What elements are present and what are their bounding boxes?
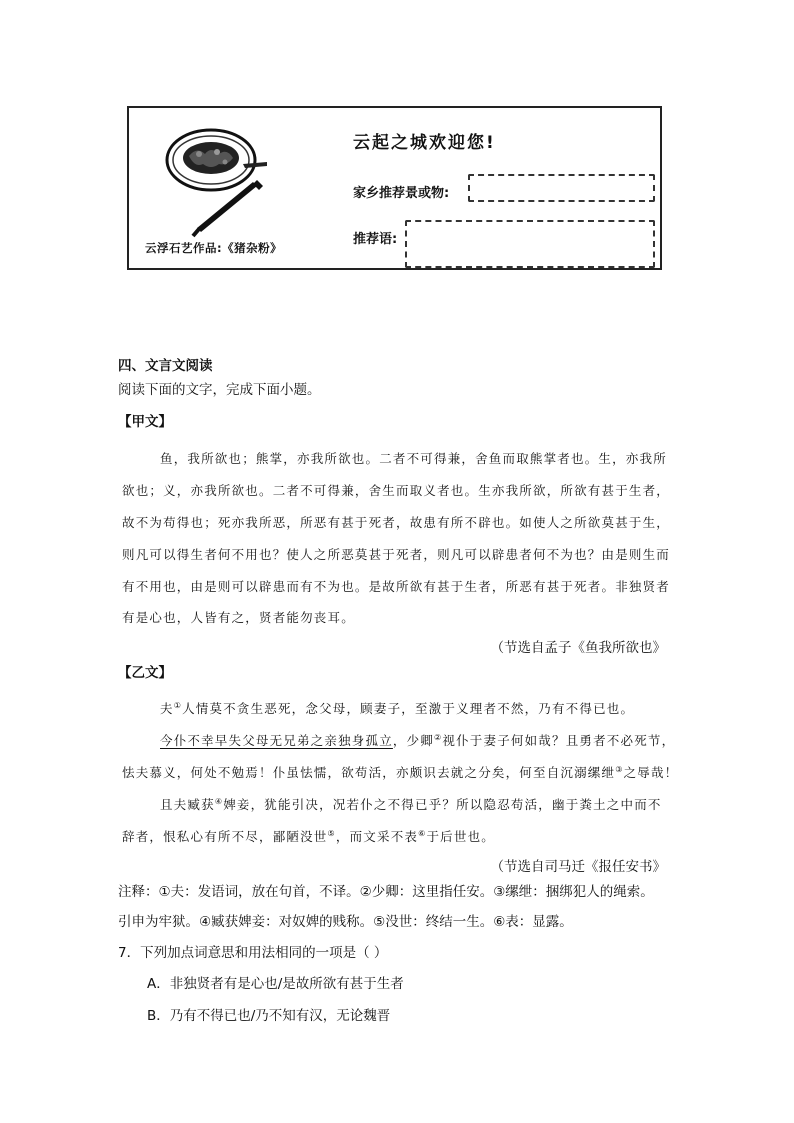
yi-text: 怯夫慕义，何处不勉焉！仆虽怯懦，欲苟活，亦颇识去就之分矣，何至自沉溺缧绁 xyxy=(122,765,616,780)
recommend-input-box[interactable] xyxy=(405,220,655,268)
jia-line: 欲也；义，亦我所欲也。二者不可得兼，舍生而取义者也。生亦我所欲，所欲有甚于生者， xyxy=(122,483,671,498)
yi-text: ，少卿 xyxy=(392,733,435,748)
yi-line xyxy=(160,699,634,717)
notes-line: 引申为牢狱。④臧获婢妾：对奴婢的贱称。⑤没世：终结一生。⑥表：显露。 xyxy=(118,914,573,930)
jia-line: 有不用也，由是则可以辟患而有不为也。是故所欲有甚于生者，所恶有甚于死者。非独贤者 xyxy=(122,579,671,594)
jia-label: 【甲文】 xyxy=(118,414,172,430)
yi-line xyxy=(160,731,675,749)
jia-line: 故不为苟得也；死亦我所恶，所恶有甚于死者，故患有所不辟也。如使人之所欲莫甚于生， xyxy=(122,515,671,530)
yi-line xyxy=(122,827,495,845)
jia-line: 则凡可以得生者何不用也？使人之所恶莫甚于死者，则凡可以辟患者何不为也？由是则生而 xyxy=(122,547,671,562)
yi-text: 人情莫不贪生恶死，念父母，顾妻子，至激于义理者不然，乃有不得已也。 xyxy=(182,701,635,716)
yi-text: 夫 xyxy=(160,701,174,716)
yi-text: 视仆于妻子何如哉？且勇者不必死节， xyxy=(442,733,676,748)
yi-text: 且夫臧获 xyxy=(160,797,215,812)
underlined-sentence: 今仆不幸早失父母无兄弟之亲独身孤立 xyxy=(160,733,393,748)
note-mark: ③ xyxy=(615,765,624,774)
yi-text: 之辱哉！ xyxy=(623,765,679,780)
recommend-label: 推荐语: xyxy=(353,232,398,247)
plate-icon xyxy=(159,120,279,240)
note-mark: ① xyxy=(173,701,183,710)
yi-text: 婢妾，犹能引决，况若仆之不得已乎？所以隐忍苟活，幽于粪土之中而不 xyxy=(223,797,662,812)
yi-text: 于后世也。 xyxy=(426,829,495,844)
yi-text: 辞者，恨私心有所不尽，鄙陋没世 xyxy=(122,829,328,844)
card-caption: 云浮石艺作品:《猪杂粉》 xyxy=(145,241,283,255)
hometown-label: 家乡推荐景或物: xyxy=(353,186,450,201)
jia-source: （节选自孟子《鱼我所欲也》 xyxy=(490,640,666,656)
note-mark: ② xyxy=(434,733,443,742)
option-b[interactable]: B．乃有不得已也/乃不知有汉，无论魏晋 xyxy=(147,1008,391,1024)
instruction-text: 阅读下面的文字，完成下面小题。 xyxy=(118,382,321,398)
hometown-card xyxy=(127,106,662,270)
note-mark: ⑥ xyxy=(418,829,427,838)
yi-line xyxy=(160,795,662,813)
section-heading: 四、文言文阅读 xyxy=(118,358,213,374)
option-a[interactable]: A．非独贤者有是心也/是故所欲有甚于生者 xyxy=(147,976,404,992)
notes-line: 注释：①夫：发语词，放在句首，不译。②少卿：这里指任安。③缧绁：捆绑犯人的绳索。 xyxy=(118,884,654,900)
yi-line xyxy=(122,763,678,781)
jia-line: 有是心也，人皆有之，贤者能勿丧耳。 xyxy=(122,610,355,625)
note-mark: ④ xyxy=(214,797,224,806)
welcome-text: 云起之城欢迎您! xyxy=(353,133,496,153)
yi-text: ，而文采不表 xyxy=(335,829,419,844)
yi-source: （节选自司马迁《报任安书》 xyxy=(490,859,666,875)
question-stem: 7．下列加点词意思和用法相同的一项是（ ） xyxy=(118,945,388,961)
jia-line: 鱼，我所欲也；熊掌，亦我所欲也。二者不可得兼，舍鱼而取熊掌者也。生，亦我所 xyxy=(160,451,667,466)
hometown-input-box[interactable] xyxy=(468,174,655,202)
note-mark: ⑤ xyxy=(327,829,336,838)
yi-label: 【乙文】 xyxy=(118,665,172,681)
